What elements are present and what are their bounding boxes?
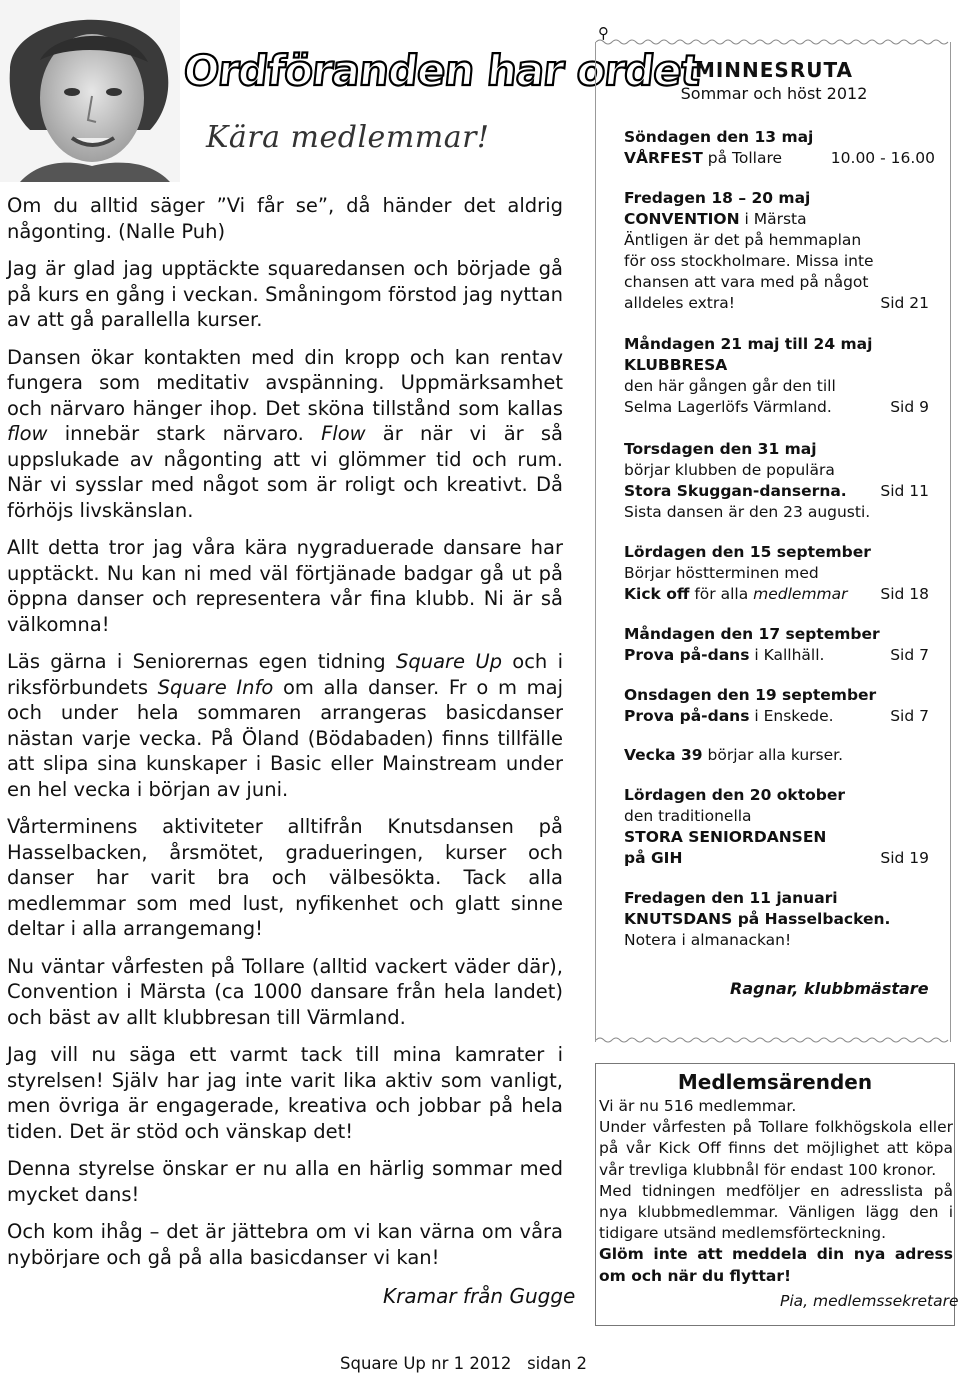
memo-event: Söndagen den 13 maj VÅRFEST på Tollare 10.00 - 16.00 bbox=[624, 128, 935, 167]
memo-event: Måndagen 21 maj till 24 maj KLUBBRESA den här gången går den till Selma Lagerlöfs Värmland. Sid 9 bbox=[624, 335, 929, 416]
article-paragraph: Om du alltid säger ”Vi får se”, då händer det aldrig någonting. (Nalle Puh) bbox=[7, 194, 563, 243]
section-title-logo bbox=[181, 30, 703, 110]
memo-event: Onsdagen den 19 september Prova på-dans i Enskede. Sid 7 bbox=[624, 686, 929, 725]
memo-title: MINNESRUTA bbox=[694, 58, 854, 82]
memo-event: Vecka 39 börjar alla kurser. bbox=[624, 746, 844, 764]
memo-event: Måndagen den 17 september Prova på-dans i Kallhäll. Sid 7 bbox=[624, 625, 929, 664]
article-paragraph: Läs gärna i Seniorernas egen tidning Square Up och i riksförbundets Square Info om alla danser. Fr o m maj och under hela sommaren arrangeras basicdanser nästan varje vecka. På Öland (Bödabaden) finns tillfälle att slipa sina kunskaper i Basic eller Mainstream under en hel vecka i början av juni. bbox=[7, 650, 563, 801]
memo-event: Lördagen den 15 september Börjar höstterminen med Kick off för alla medlemmar Sid 18 bbox=[624, 543, 929, 603]
article-signoff: Kramar från Gugge bbox=[383, 1284, 576, 1308]
article-paragraph: Jag är glad jag upptäckte squaredansen och började gå på kurs en gång i veckan. Småningom förstod jag nyttan av att gå parallella kurser. bbox=[7, 257, 563, 331]
portrait-photo bbox=[0, 0, 180, 182]
members-body bbox=[599, 1096, 953, 1287]
article-paragraph: Nu väntar vårfesten på Tollare (alltid vackert väder där), Convention i Märsta (ca 1000 dansare från hela landet) och bäst av allt klubbresan till Värmland. bbox=[7, 954, 563, 1029]
article-paragraph: Jag vill nu säga ett varmt tack till mina kamrater i styrelsen! Själv har jag inte varit lika aktiv som vanligt, men övriga är engagerade, kreativa och jobbar på hela tiden. Det är stöd och vänskap det! bbox=[7, 1043, 563, 1143]
title-logo-text: Ordföranden har ordet bbox=[181, 46, 703, 95]
memo-event: Fredagen 18 – 20 maj CONVENTION i Märsta Äntligen är det på hemmaplan för oss stockholmare. Missa inte chansen att vara med på något alldeles extra! Sid 21 bbox=[624, 189, 929, 312]
article-paragraph: Vårterminens aktiviteter alltifrån Knutsdansen på Hasselbacken, årsmötet, gradueringen, kurser och danser har varit bra och välbesökta. Tack alla medlemmar som med lust, nyfikenhet och glatt sinne deltar i alla arrangemang! bbox=[7, 815, 563, 940]
article-paragraph: Och kom ihåg – det är jättebra om vi kan värna om våra nybörjare och gå på alla basicdanser vi kan! bbox=[7, 1220, 563, 1269]
memo-subtitle: Sommar och höst 2012 bbox=[680, 84, 868, 103]
memo-signature: Ragnar, klubbmästare bbox=[730, 979, 929, 998]
page-footer: Square Up nr 1 2012 sidan 2 bbox=[340, 1354, 588, 1373]
article-paragraph: Allt detta tror jag våra kära nygraduerade dansare har upptäckt. Nu kan ni med väl förtjänade badgar gå ut på öppna danser och representera vår fina klubb. Ni är så välkomna! bbox=[7, 536, 563, 636]
pushpin-icon: ⚲ bbox=[598, 24, 609, 42]
members-signature: Pia, medlemssekretare bbox=[780, 1292, 959, 1310]
article-paragraph: Dansen ökar kontakten med din kropp och kan rentav fungera som meditativ avspänning. Uppmärksamhet och närvaro hänger ihop. Det sköna tillstånd som kallas flow innebär stark närvaro. Flow är när vi är så uppslukade av någonting att vi glömmer tid och rum. När vi sysslar med något som är roligt och kreativt. Då förhöjs livskänslan. bbox=[7, 345, 563, 522]
memo-box-top-edge bbox=[596, 38, 952, 46]
salutation: Kära medlemmar! bbox=[206, 120, 490, 155]
memo-box-bottom-edge bbox=[596, 1036, 952, 1044]
members-line: Glöm inte att meddela din nya adress om och när du flyttar! bbox=[599, 1245, 953, 1285]
members-line: Med tidningen medföljer en adresslista på nya klubbmedlemmar. Vänligen lägg den i tidigare utsänd medlemsförteckning. bbox=[599, 1181, 953, 1243]
memo-event: Torsdagen den 31 maj börjar klubben de populära Stora Skuggan-danserna. Sid 11 Sista dansen är den 23 augusti. bbox=[624, 440, 929, 521]
members-line: Vi är nu 516 medlemmar. bbox=[599, 1097, 797, 1115]
members-line: Under vårfesten på Tollare folkhögskola eller på vår Kick Off finns det möjlighet att köpa vår trevliga klubbnål för endast 100 kronor. bbox=[599, 1118, 953, 1179]
memo-event: Fredagen den 11 januari KNUTSDANS på Hasselbacken. Notera i almanackan! bbox=[624, 889, 891, 949]
article-paragraph: Denna styrelse önskar er nu alla en härlig sommar med mycket dans! bbox=[7, 1157, 563, 1206]
members-title: Medlemsärenden bbox=[677, 1070, 873, 1094]
memo-event: Lördagen den 20 oktober den traditionella STORA SENIORDANSEN på GIH Sid 19 bbox=[624, 786, 929, 867]
article-body bbox=[7, 193, 563, 1282]
